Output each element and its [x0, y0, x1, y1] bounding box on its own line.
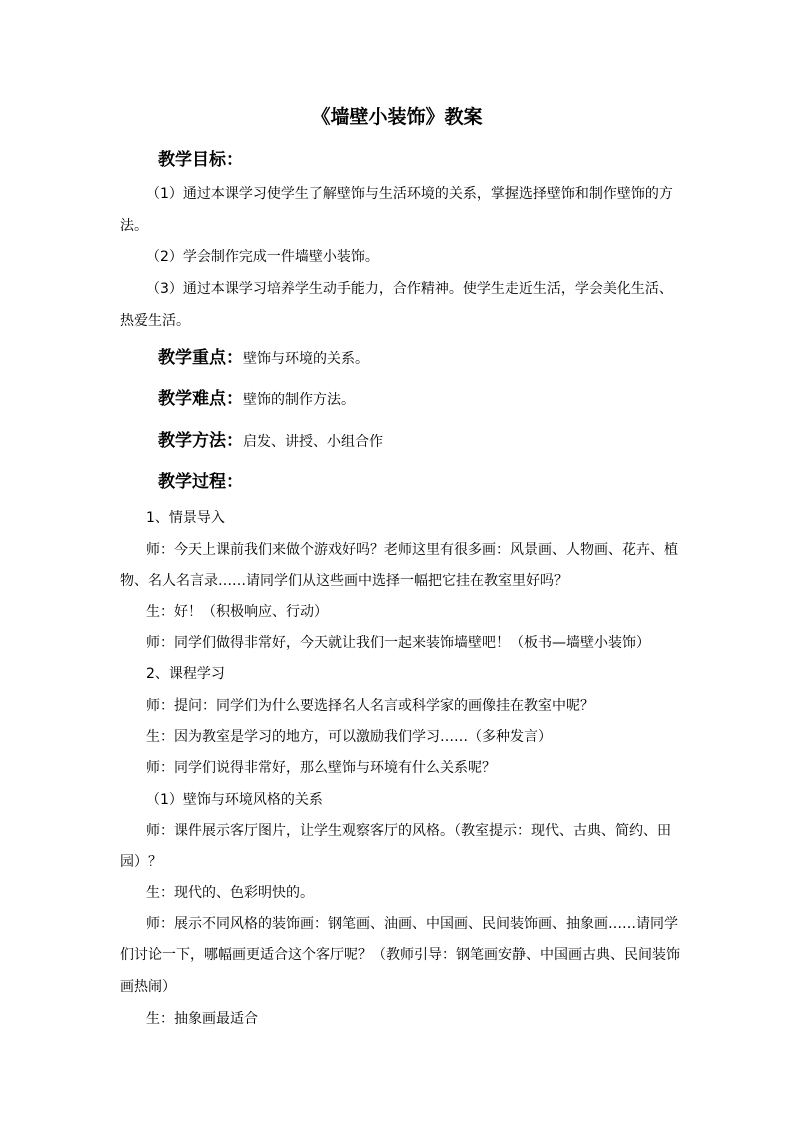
- dialogue-6: 师：同学们说得非常好，那么壁饰与环境有什么关系呢？: [146, 760, 496, 776]
- key-point-value: 壁饰与环境的关系。: [243, 351, 369, 367]
- dialogue-3: 师：同学们做得非常好，今天就让我们一起来装饰墙壁吧！（板书—墙壁小装饰）: [146, 635, 650, 651]
- dialogue-4: 师：提问：同学们为什么要选择名人名言或科学家的画像挂在教室中呢？: [146, 698, 594, 714]
- objectives-heading-label: 教学目标：: [158, 150, 243, 170]
- section-2-heading: 2、课程学习: [146, 666, 225, 682]
- method-value: 启发、讲授、小组合作: [243, 434, 383, 450]
- dialogue-10: 生：抽象画最适合: [146, 1011, 258, 1027]
- objective-3-line-1: （3）通过本课学习培养学生动手能力，合作精神。使学生走近生活，学会美化生活、: [146, 281, 673, 297]
- objectives-heading: [158, 148, 243, 172]
- difficulty-value: 壁饰的制作方法。: [243, 392, 355, 408]
- document-title: 《墙壁小装饰》教案: [311, 106, 483, 128]
- objective-2: （2）学会制作完成一件墙壁小装饰。: [146, 249, 379, 265]
- difficulty-label: 教学难点：: [158, 389, 243, 409]
- difficulty-row: [158, 387, 355, 412]
- dialogue-7-line-2: 园）？: [120, 854, 162, 870]
- subsection-1-heading: （1）壁饰与环境风格的关系: [146, 792, 323, 808]
- section-1-heading: 1、情景导入: [146, 510, 225, 526]
- objective-3-line-2: 热爱生活。: [120, 313, 190, 329]
- dialogue-5: 生：因为教室是学习的地方，可以激励我们学习……（多种发言）: [146, 729, 552, 745]
- dialogue-2: 生：好！（积极响应、行动）: [146, 604, 328, 620]
- method-row: [158, 429, 383, 454]
- process-heading-label: 教学过程：: [158, 472, 243, 492]
- dialogue-8: 生：现代的、色彩明快的。: [146, 885, 314, 901]
- dialogue-7-line-1: 师：课件展示客厅图片，让学生观察客厅的风格。（教室提示：现代、古典、简约、田: [146, 823, 671, 839]
- process-heading: [158, 470, 243, 494]
- dialogue-1-line-2: 物、名人名言录……请同学们从这些画中选择一幅把它挂在教室里好吗？: [120, 573, 568, 589]
- dialogue-1-line-1: 师：今天上课前我们来做个游戏好吗？老师这里有很多画：风景画、人物画、花卉、植: [146, 542, 678, 558]
- objective-1-line-2: 法。: [120, 218, 148, 234]
- method-label: 教学方法：: [158, 431, 243, 451]
- dialogue-9-line-3: 画热闹）: [120, 979, 176, 995]
- dialogue-9-line-1: 师：展示不同风格的装饰画：钢笔画、油画、中国画、民间装饰画、抽象画……请同学: [146, 916, 678, 932]
- key-point-row: [158, 346, 369, 371]
- dialogue-9-line-2: 们讨论一下，哪幅画更适合这个客厅呢？（教师引导：钢笔画安静、中国画古典、民间装饰: [120, 947, 680, 963]
- objective-1-line-1: （1）通过本课学习使学生了解壁饰与生活环境的关系，掌握选择壁饰和制作壁饰的方: [146, 186, 673, 202]
- key-point-label: 教学重点：: [158, 348, 243, 368]
